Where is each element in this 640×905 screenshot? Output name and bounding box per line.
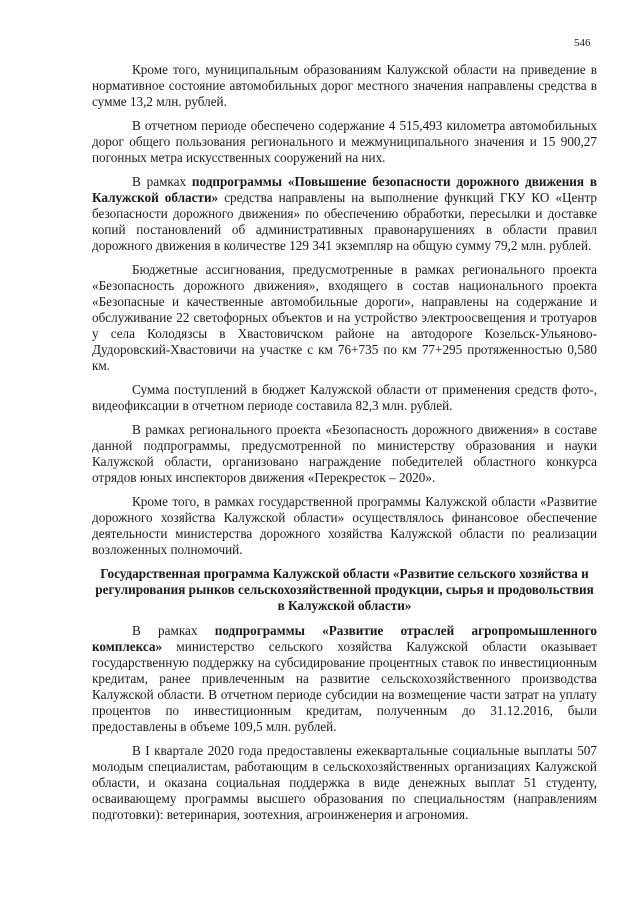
bold-text: подпрограммы «Повышение безопасности дорожного движения в Калужской области»: [92, 174, 597, 205]
paragraphs-before-heading: [92, 62, 597, 558]
paragraph: [92, 262, 597, 374]
paragraph: [92, 494, 597, 558]
paragraph: [92, 118, 597, 166]
text-run: В рамках: [132, 623, 215, 638]
paragraph: [92, 62, 597, 110]
bold-text: подпрограммы «Развитие отраслей агропромышленного комплекса»: [92, 623, 597, 654]
text-run: Сумма поступлений в бюджет Калужской области от применения средств фото-, видеофиксации в отчетном периоде составила 82,3 млн. рублей.: [92, 382, 597, 413]
text-run: средства направлены на выполнение функций ГКУ КО «Центр безопасности дорожного движения» по обеспечению обработки, пересылки и доставке копий постановлений об административных правонарушениях в области правил дорожного движения в количестве 129 341 экземпляр на общую сумму 79,2 млн. рублей.: [92, 190, 597, 253]
paragraph: [92, 174, 597, 254]
paragraph: [92, 382, 597, 414]
paragraph: [92, 743, 597, 823]
paragraphs-after-heading: [92, 623, 597, 823]
text-run: В рамках: [132, 174, 192, 189]
text-run: В отчетном периоде обеспечено содержание 4 515,493 километра автомобильных дорог общего пользования регионального и межмуниципального значения и 15 900,27 погонных метра искусственных сооружений на них.: [92, 118, 597, 165]
paragraph: [92, 623, 597, 735]
page-number: 546: [574, 37, 591, 49]
text-run: В I квартале 2020 года предоставлены ежеквартальные социальные выплаты 507 молодым специалистам, работающим в сельскохозяйственных организациях Калужской области, и оказана социальная поддержка в виде денежных выплат 51 студенту, осваивающему программы высшего образования по специальностям (направлениям подготовки): ветеринария, зоотехния, агроинженерия и агрономия.: [92, 743, 597, 822]
text-run: В рамках регионального проекта «Безопасность дорожного движения» в составе данной подпрограммы, предусмотренной по министерству образования и науки Калужской области, организовано награждение победителей областного конкурса отрядов юных инспекторов движения «Перекресток – 2020».: [92, 422, 597, 485]
text-run: Кроме того, муниципальным образованиям Калужской области на приведение в нормативное состояние автомобильных дорог местного значения направлены средства в сумме 13,2 млн. рублей.: [92, 62, 597, 109]
text-run: Бюджетные ассигнования, предусмотренные в рамках регионального проекта «Безопасность дорожного движения», входящего в состав национального проекта «Безопасные и качественные автомобильные дороги», направлены на содержание и обслуживание 22 светофорных объектов и на устройство электроосвещения и тротуаров у села Колодязсы в Хвастовичском районе на автодороге Козельск-Ульяново-Дудоровский-Хвастовичи на участке с км 76+735 по км 77+295 протяженностью 0,580 км.: [92, 262, 597, 373]
section-heading: Государственная программа Калужской области «Развитие сельского хозяйства и регулирования рынков сельскохозяйственной продукции, сырья и продовольствия в Калужской области»: [95, 566, 594, 613]
paragraph: [92, 422, 597, 486]
text-run: Кроме того, в рамках государственной программы Калужской области «Развитие дорожного хозяйства Калужской области» осуществлялось финансовое обеспечение деятельности министерства дорожного хозяйства Калужской области по реализации возложенных полномочий.: [92, 494, 597, 557]
document-body: [92, 62, 597, 831]
text-run: министерство сельского хозяйства Калужской области оказывает государственную поддержку на субсидирование процентных ставок по инвестиционным кредитам, ранее привлеченным на развитие сельскохозяйственного производства Калужской области. В отчетном периоде субсидии на возмещение части затрат на уплату процентов по инвестиционным кредитам, полученным до 31.12.2016, были предоставлены в объеме 109,5 млн. рублей.: [92, 639, 597, 734]
